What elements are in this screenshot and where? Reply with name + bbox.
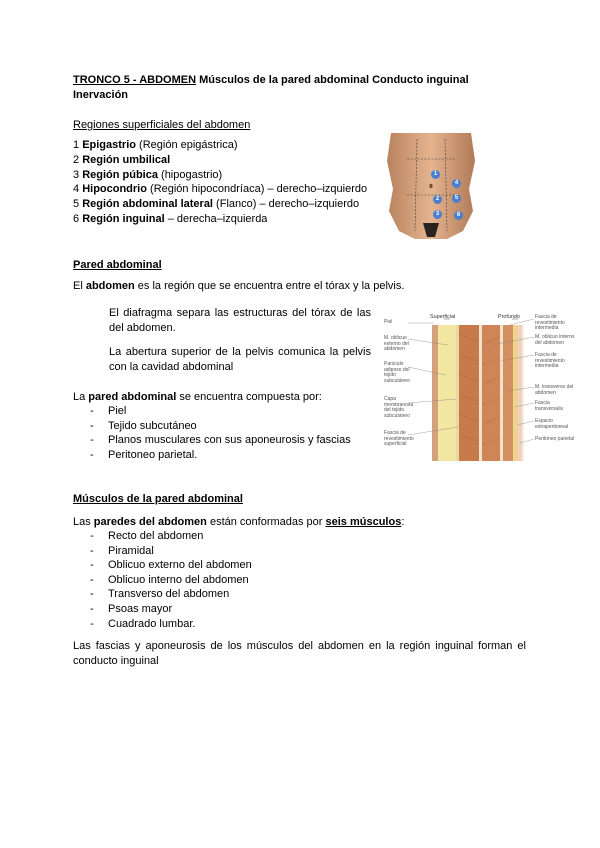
region-rest: (Región hipocondríaca) – derecho–izquierdo xyxy=(146,183,368,196)
region-name: Región abdominal lateral xyxy=(82,198,213,211)
list-item-text: Peritoneo parietal. xyxy=(108,448,198,461)
muscles-list xyxy=(90,529,252,631)
list-dash: - xyxy=(90,405,94,417)
region-rest: (hipogastrio) xyxy=(157,168,223,181)
pelvis-paragraph: La abertura superior de la pelvis comunica la pelvis con la cavidad abdominal xyxy=(109,346,371,373)
layer-label-right: M. transverso del abdomen xyxy=(535,384,574,396)
list-dash: - xyxy=(90,559,94,572)
region-name: Región inguinal xyxy=(82,213,165,225)
pared-intro-pre: El xyxy=(73,280,86,292)
region-item xyxy=(73,212,267,226)
region-rest: (Región epigástrica) xyxy=(135,139,238,151)
layer-label-right: Fascia transversalis xyxy=(535,400,564,412)
list-item-text: Recto del abdomen xyxy=(108,530,204,542)
list-item xyxy=(90,573,252,588)
list-dash: - xyxy=(90,434,94,447)
list-item xyxy=(90,558,252,573)
list-item-text: Oblicuo externo del abdomen xyxy=(108,559,252,572)
pared-intro-post: es la región que se encuentra entre el tórax y la pelvis. xyxy=(134,280,405,292)
list-item xyxy=(90,419,351,434)
layer-label-right: Espacio extraperitoneal xyxy=(535,418,569,430)
abdomen-regions-figure xyxy=(377,131,485,239)
list-item xyxy=(90,587,252,602)
region-name: Región umbilical xyxy=(82,153,171,166)
region-name: Epigastrio xyxy=(82,139,136,151)
muscles-intro-post: : xyxy=(401,516,405,528)
region-rest: (Flanco) – derecho–izquierdo xyxy=(213,198,360,211)
muscles-intro-bold: paredes del abdomen xyxy=(93,516,207,528)
list-dash: - xyxy=(90,419,94,432)
layer-label-left: Piel xyxy=(384,319,393,325)
pared-intro xyxy=(73,279,404,293)
list-item-text: Transverso del abdomen xyxy=(108,588,230,601)
comp-bold: pared abdominal xyxy=(88,391,177,403)
muscles-intro-pre: Las xyxy=(73,516,94,528)
region-num: 6 xyxy=(73,213,83,225)
region-item xyxy=(73,138,237,152)
list-dash: - xyxy=(90,588,94,601)
region-name: Región púbica xyxy=(82,168,158,181)
list-item xyxy=(90,448,351,463)
list-item xyxy=(90,433,351,448)
list-item xyxy=(90,602,252,617)
pared-intro-bold: abdomen xyxy=(85,280,135,292)
unit-label: TRONCO 5 - ABDOMEN xyxy=(73,74,197,86)
layer-label-left: Capa membranosa del tejido subcutáneo xyxy=(384,396,414,419)
list-dash: - xyxy=(90,448,94,461)
superficial-label: Superficial xyxy=(430,314,456,320)
layer-label-right: Fascia de revestimiento intermedia xyxy=(535,352,565,370)
muscles-heading: Músculos de la pared abdominal xyxy=(73,493,243,505)
layer-label-left: Fascia de revestimiento superficial xyxy=(384,430,414,448)
comp-post: se encuentra compuesta por: xyxy=(176,391,322,403)
region-item xyxy=(73,168,222,182)
list-item xyxy=(90,617,252,632)
list-item-text: Piel xyxy=(108,405,127,417)
region-number-badge: 6 xyxy=(454,211,463,220)
region-name: Hipocondrio xyxy=(82,183,147,196)
pared-heading: Pared abdominal xyxy=(73,259,162,271)
list-item-text: Oblicuo interno del abdomen xyxy=(108,573,249,586)
region-num: 4 xyxy=(73,183,83,196)
diaphragm-paragraph: El diafragma separa las estructuras del tórax de las del abdomen. xyxy=(109,307,371,334)
layer-label-right: M. oblicuo interno del abdomen xyxy=(535,334,575,346)
composition-line xyxy=(73,390,322,404)
regions-heading: Regiones superficiales del abdomen xyxy=(73,119,251,131)
muscles-intro-bold2: seis músculos xyxy=(325,516,402,528)
region-number-badge: 2 xyxy=(433,195,442,204)
list-dash: - xyxy=(90,544,94,557)
title-line-2: Inervación xyxy=(73,89,129,101)
region-num: 2 xyxy=(73,153,83,166)
layer-label-right: Fascia de revestimiento intermedia xyxy=(535,314,565,332)
composition-list xyxy=(90,404,351,462)
region-number-badge: 5 xyxy=(452,194,461,203)
list-item xyxy=(90,544,252,559)
list-dash: - xyxy=(90,530,94,542)
region-num: 3 xyxy=(73,168,83,181)
list-dash: - xyxy=(90,573,94,586)
region-num: 1 xyxy=(73,139,83,151)
muscles-intro xyxy=(73,515,404,529)
list-item-text: Planos musculares con sus aponeurosis y fascias xyxy=(108,434,351,447)
title-rest: Músculos de la pared abdominal Conducto inguinal xyxy=(196,74,469,86)
wall-layers-diagram xyxy=(384,315,576,461)
list-item-text: Tejido subcutáneo xyxy=(108,419,197,432)
region-number-badge: 4 xyxy=(452,179,461,188)
layer-label-left: Panículo adiposo del tejido subcutáneo xyxy=(384,361,410,384)
list-item-text: Psoas mayor xyxy=(108,602,173,615)
region-num: 5 xyxy=(73,198,83,211)
list-item-text: Cuadrado lumbar. xyxy=(108,617,196,630)
layer-label-left: M. oblicuo externo del abdomen xyxy=(384,335,409,353)
list-item xyxy=(90,404,351,419)
region-item xyxy=(73,182,367,196)
region-number-badge: 3 xyxy=(433,210,442,219)
list-item xyxy=(90,529,252,544)
region-rest: – derecha–izquierda xyxy=(164,213,268,225)
document-title xyxy=(73,73,469,87)
region-number-badge: 1 xyxy=(431,170,440,179)
layer-label-right: Peritoneo parietal xyxy=(535,436,575,442)
region-item xyxy=(73,197,359,211)
region-item xyxy=(73,153,170,167)
muscles-intro-mid: están conformadas por xyxy=(206,516,326,528)
list-dash: - xyxy=(90,617,94,630)
profundo-label: Profundo xyxy=(498,314,520,320)
closing-paragraph: Las fascias y aponeurosis de los músculos del abdomen en la región inguinal forman el conducto inguinal xyxy=(73,640,526,667)
comp-pre: La xyxy=(73,391,89,403)
list-dash: - xyxy=(90,602,94,615)
list-item-text: Piramidal xyxy=(108,544,154,557)
